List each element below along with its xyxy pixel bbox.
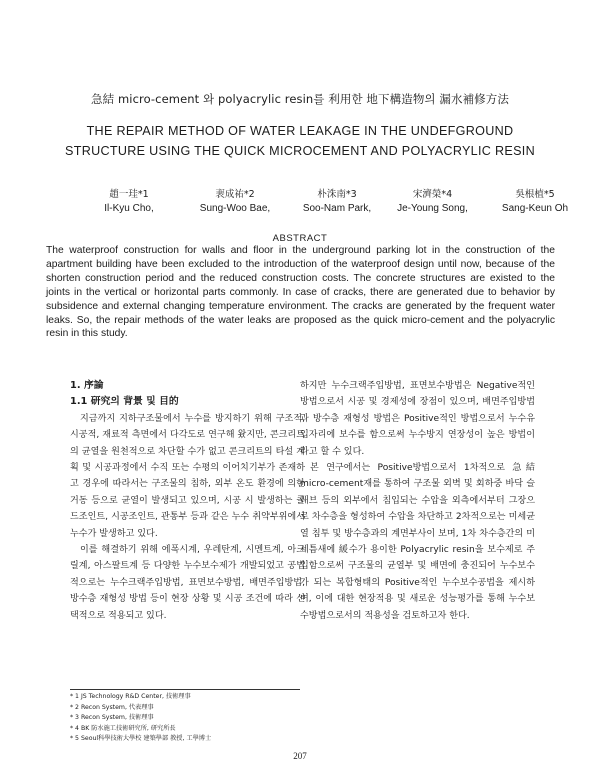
right-column bbox=[300, 378, 535, 624]
author-korean-name: 吳根植*5 bbox=[515, 189, 555, 200]
title-english-line-1: THE REPAIR METHOD OF WATER LEAKAGE IN THE UNDEFGROUND bbox=[86, 124, 514, 138]
body-paragraph: 본 연구에서는 Positive방법으로서 1차적으로 急結 micro-cement재를 통하여 구조물 외벽 및 회하중 바닥 슬래브 등의 외부에서 침입되는 수압을 외측에서부터 그장으로 차수층을 형성하여 수압을 차단하고 2차적으로는 미세균열 침투 및 방수층과의 계면부사이 보며, 1차 차수층간의 미세틈새에 緩수가 용이한 Polyacrylic resin을 보수제로 주입함으로써 구조물의 균열부 및 배면에 충진되어 누수보수가 되는 복합형태의 Positive적인 누수보수공법을 제시하며, 이에 대한 현장적용 및 새로운 성능평가를 통해 누수보수방법으로서의 적용성을 검토하고자 한다. bbox=[300, 463, 535, 621]
author-korean-name: 裵成祐*2 bbox=[215, 189, 255, 200]
section-heading: 1. 序論 bbox=[70, 380, 104, 391]
author-english-name: Il-Kyu Cho, bbox=[104, 203, 154, 214]
author-korean-name: 趙一珪*1 bbox=[109, 189, 149, 200]
footnote: * 5 Seoul科學技術大學校 建築學部 教授, 工學博士 bbox=[70, 735, 212, 742]
footnote: * 3 Recon System, 技術理事 bbox=[70, 714, 154, 721]
author-korean-name: 宋濟榮*4 bbox=[412, 189, 453, 200]
left-column bbox=[70, 378, 305, 624]
title-english-line-2: STRUCTURE USING THE QUICK MICROCEMENT AND POLYACRYLIC RESIN bbox=[65, 144, 535, 158]
footnote: * 1 JS Technology R&D Center, 技術理事 bbox=[70, 693, 191, 700]
author-english-name: Je-Young Song, bbox=[397, 203, 468, 214]
author-korean-name: 朴洙南*3 bbox=[317, 189, 357, 200]
page-number: 207 bbox=[293, 751, 307, 761]
abstract-heading: ABSTRACT bbox=[272, 233, 328, 244]
footnote: * 2 Recon System, 代表理事 bbox=[70, 703, 154, 711]
footnotes bbox=[70, 692, 530, 745]
title-korean: 急結 micro-cement 와 polyacrylic resin를 利用한 地下構造物의 漏水補修方法 bbox=[91, 92, 509, 106]
body-paragraph: 하지만 누수크랙주입방법, 표면보수방법은 Negative적인 방법으로서 시공 및 경제성에 장점이 있으며, 배면주입방법과 방수층 재형성 방법은 Positive적인 방법으로서 누수유입자리에 보수를 함으로써 누수방지 연장성이 높은 방법이라고 할 수 있다. bbox=[300, 381, 535, 457]
author-1 bbox=[84, 188, 174, 216]
author-english-name: Soo-Nam Park, bbox=[302, 203, 372, 214]
author-5 bbox=[480, 188, 590, 216]
author-4 bbox=[375, 188, 490, 216]
abstract-text: The waterproof construction for walls and floor in the underground parking lot in the construction of the apartment building have been excluded to the introduction of the waterproof design until now, because of the shorten construction period and the reduced construction costs. The concrete structures are existed to the joints in the vertical or horizontal parts commonly. In case of cracks, there are generated due to behavior by subsidence and external changing temperature environment. The cracks are generated by the frequent water leaks. So, the repair methods of the water leaks are proposed as the quick micro-cement and the polyacrylic resin in this study. bbox=[46, 245, 555, 340]
subsection-heading: 1.1 研究의 背景 및 目的 bbox=[70, 396, 179, 408]
author-english-name: Sang-Keun Oh bbox=[501, 203, 569, 214]
title-english bbox=[40, 121, 560, 161]
body-paragraph: 지금까지 지하구조물에서 누수를 방지하기 위해 구조적, 시공적, 재료적 측면에서 다각도로 연구해 왔지만, 콘크리트의 균열을 원천적으로 차단할 수가 없고 콘크리트의 타설 계획 및 시공과정에서 수직 또는 수평의 이어치기부가 존재하고 경우에 따라서는 구조물의 침하, 외부 온도 환경에 의한 거동 등으로 균열이 발생되고 있으며, 시공 시 발생하는 콜드조인트, 시공조인트, 관통부 등과 같은 누수 취약부위에서 누수가 발생하고 있다. bbox=[70, 413, 305, 539]
body-paragraph: 이를 해결하기 위해 에폭시계, 우레탄계, 시멘트계, 아크릴계, 아스팔트계 등 다양한 누수보수제가 개발되었고 공법적으로는 누수크랙주입방법, 표면보수방법, 배면주입방법, 방수층 재형성 방법 등이 현장 상황 및 시공 조건에 따라 선택적으로 적용되고 있다. bbox=[70, 545, 305, 621]
author-english-name: Sung-Woo Bae, bbox=[199, 203, 271, 214]
author-2 bbox=[180, 188, 290, 216]
footnote: * 4 BK 防水施工技術研究所, 研究所長 bbox=[70, 724, 176, 732]
footnote-divider bbox=[70, 689, 300, 690]
